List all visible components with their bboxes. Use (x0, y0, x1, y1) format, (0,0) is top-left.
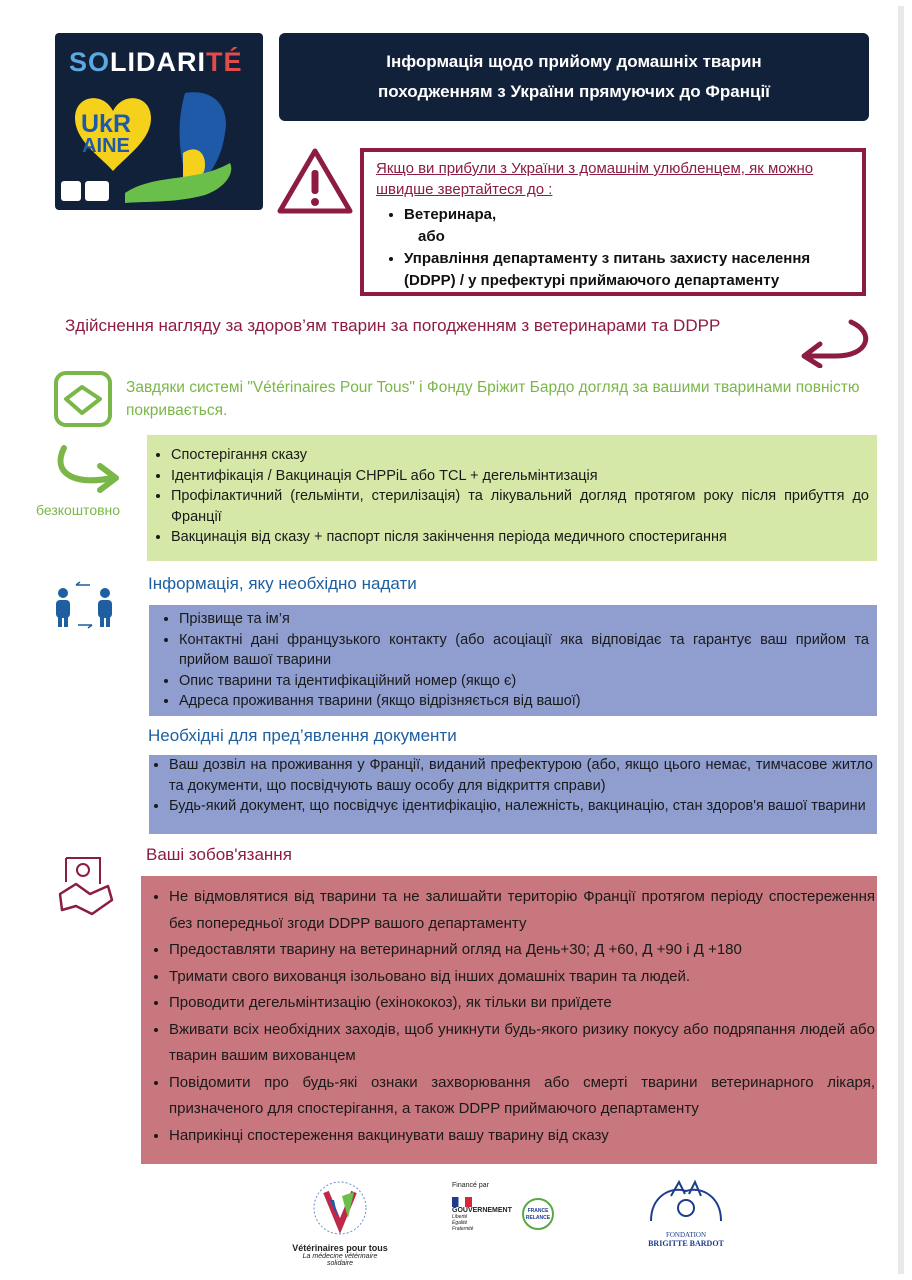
handshake-document-icon (56, 854, 116, 920)
list-item: • Наприкінці спостереження вакцинувати вашу тварину від сказу (169, 1123, 875, 1150)
free-services-box (147, 435, 877, 561)
france-relance-badge: FRANCE RELANCE (522, 1198, 554, 1230)
docs-box (149, 755, 877, 834)
people-exchange-icon (50, 579, 120, 631)
partner-badge-2 (85, 181, 109, 201)
vpt-name: Vétérinaires pour tous (292, 1243, 388, 1253)
list-item: • Будь-який документ, що посвідчує ідентифікацію, належність, вакцинацію, стан здоров'я вашої тварини (169, 796, 873, 817)
title-line-2: походженням з України прямуючих до Франції (378, 82, 770, 101)
warning-triangle-icon (276, 146, 354, 216)
list-item: • Не відмовлятися від тварини та не залишайти територію Франції протягом періоду спостереження без попередньої згоди DDPP вашого департаменту (169, 884, 875, 937)
solidarite-ukraine-logo (55, 33, 263, 210)
title-line-1: Інформація щодо прийому домашніх тварин (386, 52, 762, 71)
solidarite-wordmark: SOLIDARITÉ (69, 47, 243, 77)
bardot-animals-icon (641, 1176, 731, 1226)
handshake-group-icon (52, 369, 114, 429)
veterinaires-pour-tous-logo (290, 1178, 390, 1268)
curved-arrow-icon (796, 318, 872, 368)
supervision-heading: Здійснення нагляду за здоров’ям тварин за погодженням з ветеринарами та DDPP (65, 316, 721, 335)
list-item: • Контактні дані французького контакту (або асоціації яка відповідає та гарантує ваш прийом та прийом вашої тварини (179, 630, 869, 671)
flyer-page (8, 6, 904, 1274)
gouvernement-label: GOUVERNEMENT (452, 1207, 512, 1214)
green-arrow-icon (52, 442, 130, 500)
list-item: • Ідентифікація / Вакцинація CHPPiL або TCL + дегельмінтизація (171, 466, 869, 487)
free-label: безкоштовно (36, 502, 121, 518)
list-item: • Спостерігання сказу (171, 445, 869, 466)
info-box (149, 605, 877, 716)
list-item: • Профілактичний (гельмінти, стерилізація) та лікувальний догляд протягом року після прибуття до Франції (171, 486, 869, 527)
notice-intro: Якщо ви прибули з України з домашнім улюбленцем, як можно швидше звертайтеся до : (376, 160, 814, 198)
french-flag-icon (452, 1197, 472, 1207)
obligations-box (141, 876, 877, 1164)
docs-heading: Необхідні для пред’явлення документи (148, 726, 457, 745)
list-item: • Тримати свого вихованця ізольовано від інших домашніх тварин та людей. (169, 964, 875, 991)
list-item: • Предоставляти тварину на ветеринарний огляд на День+30; Д +60, Д +90 і Д +180 (169, 937, 875, 964)
list-item: • Ваш дозвіл на проживання у Франції, виданий префектурою (або, якщо цього немає, тимчасове житло та документи, що посвідчують вашу особу для відкриття справи) (169, 755, 873, 796)
ukraine-wordmark: UkR AINE (81, 110, 132, 157)
vpt-emblem-icon (308, 1178, 372, 1238)
list-item: • Опис тварини та ідентифікаційний номер (якщо є) (179, 671, 869, 692)
fondation-brigitte-bardot-logo (638, 1176, 734, 1252)
notice-item-vet: • Ветеринара, (404, 204, 850, 226)
contact-notice-box (360, 148, 866, 296)
bardot-label: BRIGITTE BARDOT (648, 1239, 724, 1248)
gouvernement-motto: Liberté Égalité Fraternité (452, 1214, 474, 1232)
financed-by-label: Financé par (452, 1182, 489, 1189)
coverage-text: Завдяки системі "Vétérinaires Pour Tous" і Фонду Бріжит Бардо догляд за вашими тваринами повністю покривається. (126, 379, 860, 419)
vpt-tagline: La médecine vétérinaire solidaire (302, 1253, 378, 1267)
list-item: • Вживати всіх необхідних заходів, щоб уникнути будь-якого ризику покусу або подряпання людей або тварин вашим вихованцем (169, 1017, 875, 1070)
notice-item-or: або (418, 228, 445, 245)
list-item: • Вакцинація від сказу + паспорт після закінчення періода медичного спостеригання (171, 527, 869, 548)
partner-badge-1 (61, 181, 81, 201)
list-item: • Повідомити про будь-які ознаки захворювання або смерті тварини ветеринарного лікаря, призначеного для спостерігання, а також DDPP приймаючого департаменту (169, 1070, 875, 1123)
fondation-label: FONDATION (665, 1231, 707, 1239)
list-item: • Проводити дегельмінтизацію (ехінококоз), як тільки ви приїдете (169, 990, 875, 1017)
info-heading: Інформація, яку необхідно надати (148, 574, 417, 593)
list-item: • Адреса проживання тварини (якщо відрізняється від вашої) (179, 691, 869, 712)
government-funding-logo (452, 1182, 562, 1242)
notice-item-ddpp: • Управління департаменту з питань захисту населення (DDPP) / у префектурі приймаючого департаменту (404, 248, 850, 292)
obligations-heading: Ваші зобов'язання (146, 845, 292, 864)
page-title (279, 33, 869, 121)
list-item: • Прізвище та ім’я (179, 609, 869, 630)
